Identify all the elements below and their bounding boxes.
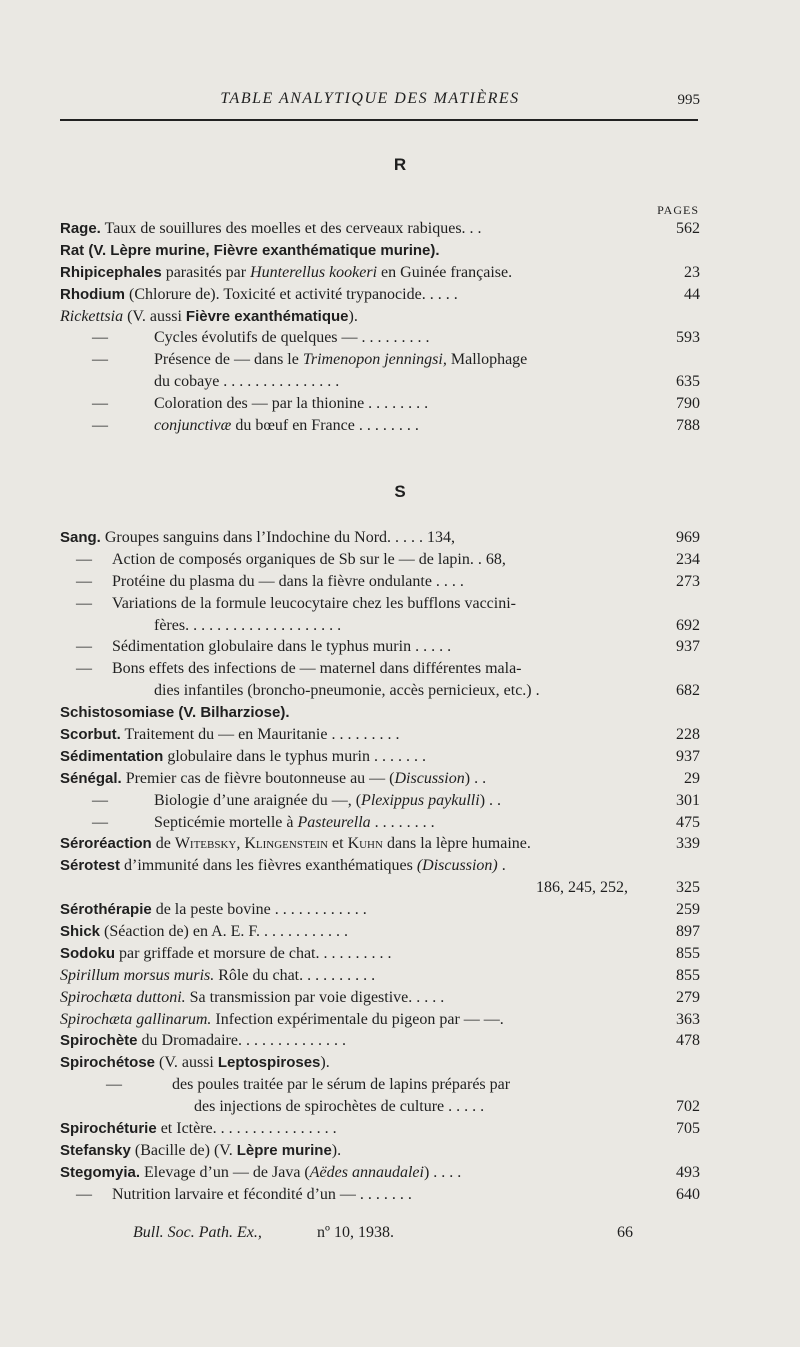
entry-headword: Scorbut. — [60, 726, 121, 744]
entry-headword-italic: Spirochæta duttoni. — [60, 988, 186, 1006]
index-entry-line — [60, 768, 700, 790]
index-entry-line — [60, 240, 700, 262]
entry-text-run: ) . . — [479, 791, 502, 809]
continuation-dash: — — [76, 572, 92, 590]
page-reference: 363 — [676, 1010, 700, 1028]
entry-headword: Sang. — [60, 529, 101, 546]
entry-text-run: Elevage d’un — de Java ( — [140, 1163, 310, 1181]
entry-text-run: d’immunité dans les fièvres exanthématiques — [120, 857, 417, 875]
page-reference: 702 — [676, 1098, 700, 1116]
page-reference: 44 — [684, 285, 700, 303]
author-name: Kuhn — [347, 835, 383, 853]
entry-bold-run: Lèpre murine — [236, 1141, 332, 1159]
index-section-s — [60, 527, 700, 1206]
section-letter-s: S — [394, 482, 406, 501]
section-letter-r: R — [393, 155, 407, 174]
page-reference: 273 — [676, 572, 700, 590]
entry-text-run: Traitement du — en Mauritanie . . . . . . . . . — [120, 726, 400, 744]
page-header — [60, 88, 700, 118]
entry-headword: Sénégal. — [60, 769, 122, 787]
index-entry-line — [60, 284, 700, 306]
index-entry-line — [60, 746, 700, 768]
index-entry-line — [60, 1074, 700, 1096]
entry-text-run: Mallophage — [446, 351, 528, 369]
index-entry-line — [60, 527, 700, 549]
entry-text-run: Sa transmission par voie digestive. . . . . — [185, 988, 445, 1006]
entry-text — [60, 768, 660, 790]
entry-text — [172, 1074, 660, 1096]
index-entry-line — [60, 571, 700, 593]
index-entry-line — [60, 306, 700, 328]
index-entry-line — [60, 921, 700, 943]
entry-text-run: (Séaction de) en A. E. F. . . . . . . . . . . . — [100, 923, 349, 941]
entry-text-run: dans la lèpre humaine. — [382, 835, 531, 853]
entry-text — [154, 349, 660, 371]
entry-text-run: globulaire dans le typhus murin . . . . . . . — [163, 747, 426, 765]
entry-headword: Sérotest — [60, 857, 121, 875]
index-entry-line — [60, 1052, 700, 1074]
page-reference: 969 — [676, 529, 700, 546]
index-entry-line — [60, 1118, 700, 1140]
entry-text-run: du bœuf en France . . . . . . . . — [231, 417, 419, 435]
index-entry-line — [60, 549, 700, 571]
entry-headword: Schistosomiase (V. Bilharziose). — [60, 704, 290, 722]
entry-text-run: (V. aussi — [123, 307, 186, 325]
entry-text-run: Sédimentation globulaire dans le typhus murin . . . . . — [112, 638, 452, 656]
continuation-dash: — — [106, 1076, 122, 1094]
index-entry-line — [60, 1184, 700, 1206]
index-entry-line — [60, 724, 700, 746]
entry-text — [112, 1184, 660, 1206]
entry-text-run: ). — [320, 1054, 330, 1072]
entry-text-run: Nutrition larvaire et fécondité d’un — . . . . . . . — [112, 1185, 412, 1203]
page-reference: 790 — [676, 395, 700, 413]
entry-text — [60, 306, 660, 328]
entry-text-run: Infection expérimentale du pigeon par — —. — [211, 1010, 504, 1028]
entry-text — [60, 1162, 660, 1184]
index-entry-line — [60, 1096, 700, 1118]
index-entry-line — [60, 1030, 700, 1052]
entry-text — [154, 371, 660, 393]
entry-headword: Séroréaction — [60, 835, 152, 853]
page-reference: 855 — [676, 966, 700, 984]
page-reference: 234 — [676, 550, 700, 568]
page-reference: 475 — [676, 813, 700, 831]
entry-text — [194, 1096, 660, 1118]
entry-headword: Sodoku — [60, 944, 115, 962]
entry-text — [60, 724, 660, 746]
page-reference: 897 — [676, 923, 700, 941]
entry-text — [112, 593, 660, 615]
entry-text-run: Action de composés organiques de Sb sur le — de lapin. . 68, — [112, 550, 506, 568]
page-reference: 478 — [676, 1032, 700, 1050]
entry-italic-run: Trimenopon jenningsi, — [302, 351, 447, 369]
page-reference: 937 — [676, 747, 700, 765]
entry-bold-run: Fièvre exanthématique — [185, 307, 349, 325]
page-reference: 562 — [676, 220, 700, 237]
entry-text — [60, 746, 660, 768]
entry-text — [60, 1052, 660, 1074]
index-entry-line — [60, 1162, 700, 1184]
entry-text-run: (Bacille de) (V. — [130, 1141, 237, 1159]
index-entry-line — [60, 855, 700, 877]
entry-text — [154, 615, 660, 637]
page-reference: 788 — [676, 417, 700, 435]
entry-text-run: Variations de la formule leucocytaire chez les bufflons vaccini- — [112, 594, 516, 612]
page-reference: 29 — [684, 769, 700, 787]
entry-text-run: de — [151, 835, 175, 853]
entry-text-run: par griffade et morsure de chat. . . . . . . . . . — [115, 944, 392, 962]
index-entry-line — [60, 877, 700, 899]
entry-text — [60, 527, 660, 549]
page-reference: 682 — [676, 682, 700, 700]
entry-italic-run: (Discussion) — [416, 857, 498, 875]
entry-text — [154, 812, 660, 834]
continuation-dash: — — [92, 791, 108, 809]
entry-text — [60, 987, 660, 1009]
entry-text-run: ) . . . . — [423, 1163, 462, 1181]
entry-text — [60, 240, 660, 262]
journal-reference: Bull. Soc. Path. Ex., — [133, 1224, 262, 1241]
entry-text-run: Biologie d’une araignée du —, ( — [154, 791, 362, 809]
continuation-dash: — — [76, 638, 92, 656]
entry-headword: Spirochéturie — [60, 1120, 157, 1138]
entry-text — [60, 921, 660, 943]
entry-headword: Stegomyia. — [60, 1163, 141, 1181]
issue-number: nº 10, 1938. — [317, 1224, 394, 1241]
continuation-dash: — — [92, 351, 108, 369]
index-entry-line — [60, 1009, 700, 1031]
entry-text-run: . . . . . . . . — [370, 813, 435, 831]
entry-text — [154, 415, 660, 437]
entry-headword-italic: Spirillum morsus muris. — [60, 966, 215, 984]
entry-text — [60, 1030, 660, 1052]
entry-text — [60, 877, 628, 899]
entry-headword: Stefansky — [60, 1141, 131, 1159]
pages-column-label: PAGES — [657, 203, 699, 217]
index-entry-line — [60, 615, 700, 637]
page-reference: 593 — [676, 329, 700, 347]
page-reference: 301 — [676, 791, 700, 809]
entry-text — [60, 218, 660, 240]
entry-headword: Spirochétose — [60, 1054, 156, 1072]
entry-italic-run: Hunterellus kookeri — [250, 263, 378, 281]
entry-bold-run: Leptospiroses — [217, 1054, 321, 1072]
index-entry-line — [60, 218, 700, 240]
signature-mark: 66 — [617, 1224, 633, 1241]
index-entry-line — [60, 371, 700, 393]
page-reference: 279 — [676, 988, 700, 1006]
entry-text — [60, 262, 660, 284]
continuation-dash: — — [76, 594, 92, 612]
entry-text — [60, 855, 660, 877]
entry-text-run: Premier cas de fièvre boutonneuse au — ( — [121, 769, 395, 787]
header-rule — [60, 119, 698, 121]
entry-text — [154, 327, 660, 349]
entry-text-run: Groupes sanguins dans l’Indochine du Nord. . . . . 134, — [100, 529, 456, 546]
index-entry-line — [60, 415, 700, 437]
index-entry-line — [60, 812, 700, 834]
entry-text — [60, 284, 660, 306]
continuation-dash: — — [76, 550, 92, 568]
author-names: Witebsky, Klingenstein — [174, 835, 329, 853]
entry-headword: Rhodium — [60, 285, 125, 303]
entry-text-run: Protéine du plasma du — dans la fièvre ondulante . . . . — [112, 572, 464, 590]
index-entry-line — [60, 833, 700, 855]
entry-italic-run: Plexippus paykulli — [361, 791, 480, 809]
entry-text-run: dies infantiles (broncho-pneumonie, accès pernicieux, etc.) . — [154, 682, 540, 700]
entry-text-run: de la peste bovine . . . . . . . . . . . . — [151, 901, 367, 919]
entry-text — [60, 899, 660, 921]
entry-headword-italic: Spirochæta gallinarum. — [60, 1010, 212, 1028]
index-entry-line — [60, 965, 700, 987]
continuation-dash: — — [92, 395, 108, 413]
entry-text-run: Rôle du chat. . . . . . . . . . — [214, 966, 376, 984]
entry-text-run: parasités par — [161, 263, 251, 281]
entry-text — [60, 965, 660, 987]
page-reference: 228 — [676, 726, 700, 744]
entry-text — [154, 790, 660, 812]
entry-text — [154, 393, 660, 415]
entry-text-run: Présence de — dans le — [154, 351, 303, 369]
entry-italic-run: Discussion — [394, 769, 465, 787]
page-reference: 493 — [676, 1163, 700, 1181]
index-entry-line — [60, 393, 700, 415]
entry-headword: Rat (V. Lèpre murine, Fièvre exanthématique murine). — [60, 241, 440, 259]
entry-text — [60, 1009, 660, 1031]
page-number: 995 — [677, 92, 700, 108]
index-entry-line — [60, 680, 700, 702]
index-entry-line — [60, 987, 700, 1009]
entry-text-run: ) . . — [464, 769, 487, 787]
entry-text-run: Septicémie mortelle à — [154, 813, 298, 831]
page-reference: 23 — [684, 263, 700, 281]
entry-text — [60, 943, 660, 965]
entry-headword: Spirochète — [60, 1032, 138, 1050]
entry-text — [112, 636, 660, 658]
page-footer — [133, 1224, 633, 1246]
entry-italic-run: Pasteurella — [297, 813, 371, 831]
entry-text-run: des injections de spirochètes de culture . . . . . — [194, 1098, 485, 1116]
entry-text-run: et Ictère. . . . . . . . . . . . . . . . — [156, 1120, 337, 1138]
entry-text-run: et — [328, 835, 348, 853]
entry-headword: Rage. — [60, 220, 101, 237]
entry-italic-run: Aëdes annaudalei — [309, 1163, 424, 1181]
entry-text — [112, 658, 660, 680]
running-title: TABLE ANALYTIQUE DES MATIÈRES — [220, 90, 520, 107]
page-reference: 339 — [676, 835, 700, 853]
entry-text-run: (V. aussi — [155, 1054, 218, 1072]
continuation-dash: — — [76, 660, 92, 678]
page-reference: 692 — [676, 616, 700, 634]
entry-text-run: Taux de souillures des moelles et des cerveaux rabiques. . . — [100, 220, 482, 237]
entry-text-run: du Dromadaire. . . . . . . . . . . . . . — [137, 1032, 346, 1050]
index-section-r — [60, 218, 700, 437]
page-reference: 259 — [676, 901, 700, 919]
entry-text-run: des poules traitée par le sérum de lapins préparés par — [172, 1076, 511, 1094]
page-reference: 325 — [676, 879, 700, 897]
continuation-dash: — — [92, 417, 108, 435]
index-entry-line — [60, 262, 700, 284]
continuation-dash: — — [92, 329, 108, 347]
entry-text — [60, 833, 660, 855]
entry-text-run: 186, 245, 252, — [536, 879, 628, 897]
entry-text-run: en Guinée française. — [377, 263, 513, 281]
page-reference: 640 — [676, 1185, 700, 1203]
page-reference: 855 — [676, 944, 700, 962]
entry-headword: Rhipicephales — [60, 263, 162, 281]
index-entry-line — [60, 702, 700, 724]
entry-text — [60, 1118, 660, 1140]
page-reference: 937 — [676, 638, 700, 656]
entry-text-run: Bons effets des infections de — maternel dans différentes mala- — [112, 660, 522, 678]
entry-text — [112, 571, 660, 593]
entry-text-run: Cycles évolutifs de quelques — . . . . . . . . . — [154, 329, 430, 347]
index-entry-line — [60, 349, 700, 371]
entry-headword: Sédimentation — [60, 747, 164, 765]
page-reference: 705 — [676, 1120, 700, 1138]
continuation-dash: — — [76, 1185, 92, 1203]
index-entry-line — [60, 593, 700, 615]
entry-headword: Shick — [60, 923, 101, 941]
continuation-dash: — — [92, 813, 108, 831]
entry-text — [154, 680, 660, 702]
index-entry-line — [60, 1140, 700, 1162]
entry-text-run: Coloration des — par la thionine . . . . . . . . — [154, 395, 429, 413]
entry-text — [60, 702, 660, 724]
index-entry-line — [60, 636, 700, 658]
entry-italic-run: conjunctivæ — [154, 417, 232, 435]
page-reference: 635 — [676, 373, 700, 391]
index-entry-line — [60, 790, 700, 812]
index-entry-line — [60, 899, 700, 921]
entry-text-run: ). — [348, 307, 358, 325]
index-entry-line — [60, 327, 700, 349]
index-entry-line — [60, 658, 700, 680]
entry-text-run: fères. . . . . . . . . . . . . . . . . . . . — [154, 616, 342, 634]
entry-text-run: (Chlorure de). Toxicité et activité trypanocide. . . . . — [125, 285, 458, 303]
entry-headword: Sérothérapie — [60, 901, 152, 919]
entry-headword-italic: Rickettsia — [60, 307, 124, 325]
entry-text-run: du cobaye . . . . . . . . . . . . . . . — [154, 373, 340, 391]
entry-text-run: ). — [331, 1141, 342, 1159]
entry-text-run: . — [497, 857, 506, 875]
entry-text — [60, 1140, 660, 1162]
entry-text — [112, 549, 660, 571]
index-entry-line — [60, 943, 700, 965]
